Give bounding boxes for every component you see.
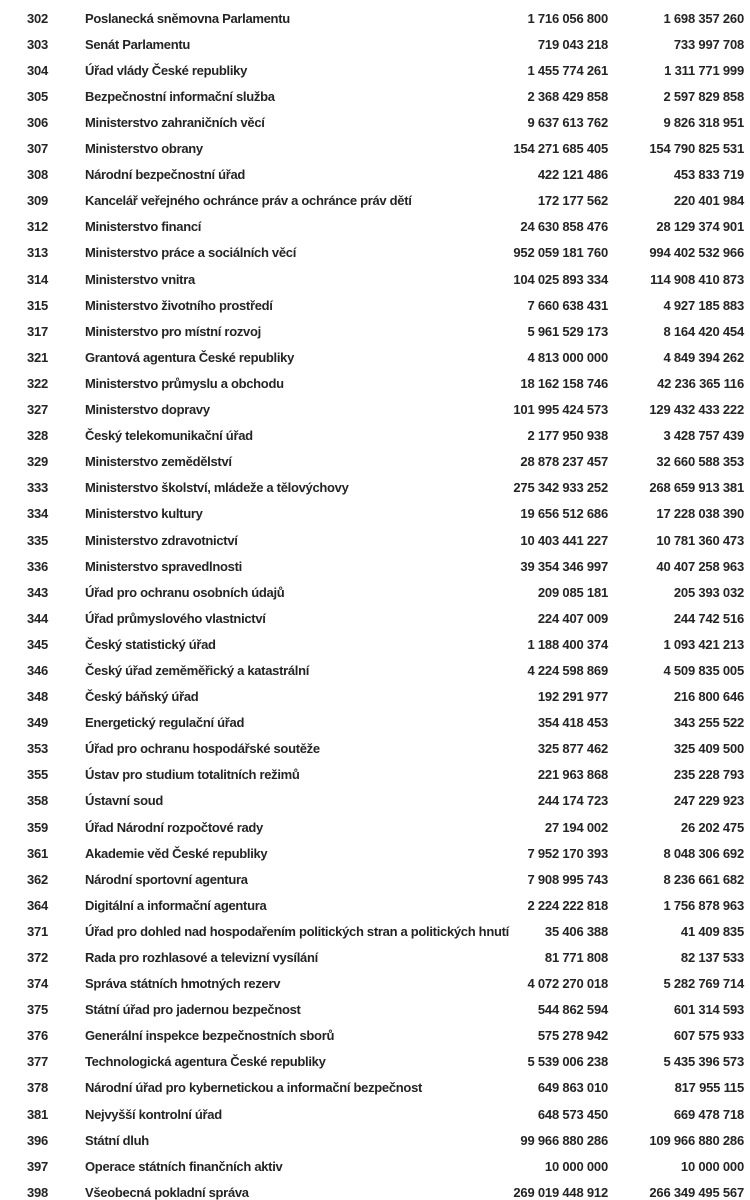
chapter-code: 362 xyxy=(27,871,49,887)
table-row xyxy=(0,1101,750,1127)
table-row xyxy=(0,736,750,762)
chapter-code: 314 xyxy=(27,271,49,287)
amount-col1: 648 573 450 xyxy=(537,1106,608,1122)
chapter-code: 343 xyxy=(27,584,49,600)
table-row xyxy=(0,501,750,527)
amount-col2: 4 849 394 262 xyxy=(663,349,744,365)
amount-col1: 325 877 462 xyxy=(537,741,608,757)
amount-col2: 220 401 984 xyxy=(673,193,744,209)
table-row xyxy=(0,605,750,631)
table-row xyxy=(0,162,750,188)
amount-col1: 575 278 942 xyxy=(537,1028,608,1044)
chapter-code: 377 xyxy=(27,1054,49,1070)
table-row xyxy=(0,553,750,579)
table-row xyxy=(0,5,750,31)
chapter-name: Úřad pro ochranu hospodářské soutěže xyxy=(85,741,320,757)
chapter-name: Státní úřad pro jadernou bezpečnost xyxy=(85,1002,301,1018)
table-row xyxy=(0,1049,750,1075)
chapter-name: Grantová agentura České republiky xyxy=(85,349,295,365)
amount-col2: 268 659 913 381 xyxy=(649,480,744,496)
chapter-name: Ministerstvo kultury xyxy=(85,506,203,522)
table-row xyxy=(0,1153,750,1179)
table-row xyxy=(0,710,750,736)
table-row xyxy=(0,657,750,683)
amount-col2: 216 800 646 xyxy=(673,689,744,705)
table-row xyxy=(0,31,750,57)
chapter-name: Český báňský úřad xyxy=(85,689,199,705)
table-row xyxy=(0,944,750,970)
amount-col2: 17 228 038 390 xyxy=(656,506,744,522)
chapter-name: Ministerstvo zahraničních věcí xyxy=(85,115,265,131)
table-row xyxy=(0,1023,750,1049)
amount-col2: 1 093 421 213 xyxy=(663,636,744,652)
amount-col1: 952 059 181 760 xyxy=(513,245,608,261)
amount-col2: 154 790 825 531 xyxy=(649,141,744,157)
amount-col1: 719 043 218 xyxy=(537,36,608,52)
chapter-code: 322 xyxy=(27,375,49,391)
chapter-name: Digitální a informační agentura xyxy=(85,897,267,913)
amount-col1: 39 354 346 997 xyxy=(520,558,608,574)
table-row xyxy=(0,292,750,318)
chapter-name: Ministerstvo průmyslu a obchodu xyxy=(85,375,284,391)
amount-col1: 28 878 237 457 xyxy=(520,454,608,470)
table-row xyxy=(0,240,750,266)
amount-col2: 26 202 475 xyxy=(680,819,744,835)
table-row xyxy=(0,997,750,1023)
chapter-code: 305 xyxy=(27,88,49,104)
amount-col2: 28 129 374 901 xyxy=(656,219,744,235)
chapter-name: Český statistický úřad xyxy=(85,636,216,652)
amount-col2: 343 255 522 xyxy=(673,715,744,731)
amount-col2: 109 966 880 286 xyxy=(649,1132,744,1148)
amount-col1: 4 072 270 018 xyxy=(527,976,608,992)
amount-col1: 4 224 598 869 xyxy=(527,662,608,678)
amount-col2: 5 435 396 573 xyxy=(663,1054,744,1070)
amount-col1: 2 224 222 818 xyxy=(527,897,608,913)
amount-col1: 224 407 009 xyxy=(537,610,608,626)
amount-col1: 9 637 613 762 xyxy=(527,115,608,131)
chapter-name: Energetický regulační úřad xyxy=(85,715,245,731)
chapter-code: 329 xyxy=(27,454,49,470)
chapter-name: Rada pro rozhlasové a televizní vysílání xyxy=(85,950,318,966)
chapter-name: Ministerstvo spravedlnosti xyxy=(85,558,242,574)
chapter-name: Všeobecná pokladní správa xyxy=(85,1184,249,1200)
chapter-code: 355 xyxy=(27,767,49,783)
chapter-name: Akademie věd České republiky xyxy=(85,845,268,861)
amount-col1: 354 418 453 xyxy=(537,715,608,731)
table-row xyxy=(0,579,750,605)
chapter-code: 315 xyxy=(27,297,49,313)
chapter-name: Správa státních hmotných rezerv xyxy=(85,976,281,992)
chapter-name: Ministerstvo školství, mládeže a tělovýchovy xyxy=(85,480,349,496)
table-row xyxy=(0,57,750,83)
amount-col2: 42 236 365 116 xyxy=(657,375,744,391)
chapter-code: 334 xyxy=(27,506,49,522)
table-row xyxy=(0,188,750,214)
table-row xyxy=(0,631,750,657)
chapter-code: 335 xyxy=(27,532,49,548)
amount-col1: 2 368 429 858 xyxy=(527,88,608,104)
amount-col1: 2 177 950 938 xyxy=(527,428,608,444)
amount-col1: 104 025 893 334 xyxy=(513,271,608,287)
chapter-name: Úřad pro ochranu osobních údajů xyxy=(85,584,285,600)
chapter-code: 304 xyxy=(27,62,49,78)
amount-col2: 1 698 357 260 xyxy=(663,10,744,26)
chapter-code: 302 xyxy=(27,10,49,26)
table-row xyxy=(0,83,750,109)
table-row xyxy=(0,423,750,449)
chapter-code: 397 xyxy=(27,1158,49,1174)
amount-col2: 247 229 923 xyxy=(673,793,744,809)
amount-col1: 172 177 562 xyxy=(537,193,608,209)
amount-col2: 114 908 410 873 xyxy=(650,271,744,287)
chapter-code: 306 xyxy=(27,115,49,131)
amount-col1: 7 908 995 743 xyxy=(527,871,608,887)
chapter-name: Nejvyšší kontrolní úřad xyxy=(85,1106,222,1122)
table-row xyxy=(0,1127,750,1153)
amount-col1: 422 121 486 xyxy=(537,167,608,183)
amount-col1: 35 406 388 xyxy=(544,923,608,939)
chapter-name: Technologická agentura České republiky xyxy=(85,1054,326,1070)
amount-col2: 82 137 533 xyxy=(680,950,744,966)
amount-col1: 1 455 774 261 xyxy=(527,62,608,78)
chapter-name: Ministerstvo zemědělství xyxy=(85,454,232,470)
chapter-name: Ministerstvo financí xyxy=(85,219,202,235)
amount-col2: 994 402 532 966 xyxy=(649,245,744,261)
amount-col2: 266 349 495 567 xyxy=(649,1184,744,1200)
chapter-code: 346 xyxy=(27,662,49,678)
chapter-name: Úřad Národní rozpočtové rady xyxy=(85,819,263,835)
amount-col1: 27 194 002 xyxy=(544,819,608,835)
chapter-name: Poslanecká sněmovna Parlamentu xyxy=(85,10,290,26)
chapter-code: 345 xyxy=(27,636,49,652)
amount-col2: 8 048 306 692 xyxy=(663,845,744,861)
chapter-name: Národní bezpečnostní úřad xyxy=(85,167,246,183)
table-row xyxy=(0,684,750,710)
chapter-name: Ministerstvo pro místní rozvoj xyxy=(85,323,261,339)
chapter-code: 336 xyxy=(27,558,49,574)
table-row xyxy=(0,892,750,918)
amount-col1: 275 342 933 252 xyxy=(513,480,608,496)
chapter-code: 344 xyxy=(27,610,49,626)
amount-col1: 544 862 594 xyxy=(537,1002,608,1018)
amount-col1: 1 188 400 374 xyxy=(527,636,608,652)
amount-col2: 4 927 185 883 xyxy=(663,297,744,313)
chapter-name: Ministerstvo obrany xyxy=(85,141,203,157)
table-row xyxy=(0,136,750,162)
table-row xyxy=(0,788,750,814)
amount-col2: 205 393 032 xyxy=(673,584,744,600)
chapter-code: 396 xyxy=(27,1132,49,1148)
amount-col2: 8 164 420 454 xyxy=(663,323,744,339)
amount-col1: 81 771 808 xyxy=(544,950,608,966)
chapter-name: Úřad vlády České republiky xyxy=(85,62,248,78)
amount-col2: 40 407 258 963 xyxy=(656,558,744,574)
table-row xyxy=(0,814,750,840)
table-row xyxy=(0,214,750,240)
amount-col2: 453 833 719 xyxy=(673,167,744,183)
chapter-code: 398 xyxy=(27,1184,49,1200)
table-row xyxy=(0,475,750,501)
amount-col1: 99 966 880 286 xyxy=(520,1132,608,1148)
amount-col2: 235 228 793 xyxy=(673,767,744,783)
chapter-name: Národní sportovní agentura xyxy=(85,871,248,887)
amount-col1: 209 085 181 xyxy=(537,584,608,600)
amount-col1: 10 403 441 227 xyxy=(520,532,608,548)
chapter-code: 313 xyxy=(27,245,49,261)
table-row xyxy=(0,109,750,135)
amount-col2: 10 781 360 473 xyxy=(656,532,744,548)
chapter-code: 348 xyxy=(27,689,49,705)
amount-col2: 817 955 115 xyxy=(674,1080,744,1096)
chapter-code: 353 xyxy=(27,741,49,757)
chapter-name: Senát Parlamentu xyxy=(85,36,191,52)
chapter-code: 317 xyxy=(27,323,49,339)
amount-col2: 3 428 757 439 xyxy=(663,428,744,444)
chapter-code: 308 xyxy=(27,167,49,183)
chapter-name: Ústav pro studium totalitních režimů xyxy=(85,767,300,783)
chapter-code: 358 xyxy=(27,793,49,809)
chapter-code: 375 xyxy=(27,1002,49,1018)
chapter-code: 374 xyxy=(27,976,49,992)
table-row xyxy=(0,1075,750,1101)
amount-col1: 18 162 158 746 xyxy=(520,375,608,391)
table-row xyxy=(0,370,750,396)
amount-col2: 41 409 835 xyxy=(680,923,744,939)
table-row xyxy=(0,1179,750,1200)
amount-col2: 10 000 000 xyxy=(680,1158,744,1174)
table-row xyxy=(0,527,750,553)
amount-col1: 5 961 529 173 xyxy=(527,323,608,339)
amount-col2: 607 575 933 xyxy=(673,1028,744,1044)
chapter-code: 328 xyxy=(27,428,49,444)
chapter-name: Český telekomunikační úřad xyxy=(85,428,253,444)
table-row xyxy=(0,840,750,866)
chapter-name: Kancelář veřejného ochránce práv a ochránce práv dětí xyxy=(85,193,412,209)
amount-col2: 1 311 771 999 xyxy=(664,62,744,78)
chapter-name: Ústavní soud xyxy=(85,793,164,809)
amount-col2: 733 997 708 xyxy=(673,36,744,52)
chapter-code: 371 xyxy=(27,923,49,939)
chapter-name: Český úřad zeměměřický a katastrální xyxy=(85,662,310,678)
chapter-name: Operace státních finančních aktiv xyxy=(85,1158,283,1174)
amount-col2: 32 660 588 353 xyxy=(656,454,744,470)
chapter-code: 312 xyxy=(27,219,49,235)
amount-col2: 325 409 500 xyxy=(673,741,744,757)
chapter-code: 372 xyxy=(27,950,49,966)
chapter-code: 359 xyxy=(27,819,49,835)
chapter-name: Úřad pro dohled nad hospodařením politických stran a politických hnutí xyxy=(85,923,509,939)
amount-col1: 5 539 006 238 xyxy=(527,1054,608,1070)
amount-col1: 192 291 977 xyxy=(537,689,608,705)
amount-col1: 269 019 448 912 xyxy=(513,1184,608,1200)
table-row xyxy=(0,318,750,344)
amount-col2: 2 597 829 858 xyxy=(663,88,744,104)
chapter-name: Ministerstvo životního prostředí xyxy=(85,297,273,313)
amount-col2: 669 478 718 xyxy=(673,1106,744,1122)
chapter-code: 321 xyxy=(27,349,49,365)
chapter-name: Národní úřad pro kybernetickou a informační bezpečnost xyxy=(85,1080,423,1096)
amount-col1: 7 952 170 393 xyxy=(527,845,608,861)
amount-col1: 154 271 685 405 xyxy=(513,141,608,157)
amount-col1: 4 813 000 000 xyxy=(527,349,608,365)
amount-col1: 1 716 056 800 xyxy=(527,10,608,26)
chapter-name: Ministerstvo dopravy xyxy=(85,402,210,418)
table-row xyxy=(0,266,750,292)
amount-col1: 24 630 858 476 xyxy=(520,219,608,235)
amount-col2: 1 756 878 963 xyxy=(663,897,744,913)
chapter-code: 378 xyxy=(27,1080,49,1096)
chapter-code: 333 xyxy=(27,480,49,496)
amount-col1: 649 863 010 xyxy=(537,1080,608,1096)
chapter-name: Generální inspekce bezpečnostních sborů xyxy=(85,1028,335,1044)
amount-col1: 10 000 000 xyxy=(544,1158,608,1174)
table-row xyxy=(0,762,750,788)
chapter-name: Bezpečnostní informační služba xyxy=(85,88,275,104)
amount-col1: 101 995 424 573 xyxy=(513,402,608,418)
table-row xyxy=(0,449,750,475)
amount-col2: 9 826 318 951 xyxy=(663,115,744,131)
table-row xyxy=(0,866,750,892)
chapter-name: Úřad průmyslového vlastnictví xyxy=(85,610,266,626)
amount-col2: 4 509 835 005 xyxy=(663,662,744,678)
amount-col1: 221 963 868 xyxy=(537,767,608,783)
chapter-code: 307 xyxy=(27,141,49,157)
chapter-code: 376 xyxy=(27,1028,49,1044)
chapter-code: 364 xyxy=(27,897,49,913)
chapter-code: 309 xyxy=(27,193,49,209)
chapter-name: Státní dluh xyxy=(85,1132,149,1148)
table-row xyxy=(0,918,750,944)
amount-col1: 19 656 512 686 xyxy=(520,506,608,522)
chapter-name: Ministerstvo práce a sociálních věcí xyxy=(85,245,297,261)
chapter-code: 327 xyxy=(27,402,49,418)
amount-col2: 8 236 661 682 xyxy=(663,871,744,887)
amount-col1: 244 174 723 xyxy=(537,793,608,809)
amount-col1: 7 660 638 431 xyxy=(527,297,608,313)
table-row xyxy=(0,971,750,997)
chapter-name: Ministerstvo zdravotnictví xyxy=(85,532,238,548)
chapter-code: 303 xyxy=(27,36,49,52)
table-row xyxy=(0,344,750,370)
chapter-code: 349 xyxy=(27,715,49,731)
amount-col2: 5 282 769 714 xyxy=(663,976,744,992)
amount-col2: 601 314 593 xyxy=(673,1002,744,1018)
chapter-name: Ministerstvo vnitra xyxy=(85,271,195,287)
chapter-code: 361 xyxy=(27,845,49,861)
table-row xyxy=(0,397,750,423)
amount-col2: 129 432 433 222 xyxy=(649,402,744,418)
chapter-code: 381 xyxy=(27,1106,49,1122)
amount-col2: 244 742 516 xyxy=(673,610,744,626)
